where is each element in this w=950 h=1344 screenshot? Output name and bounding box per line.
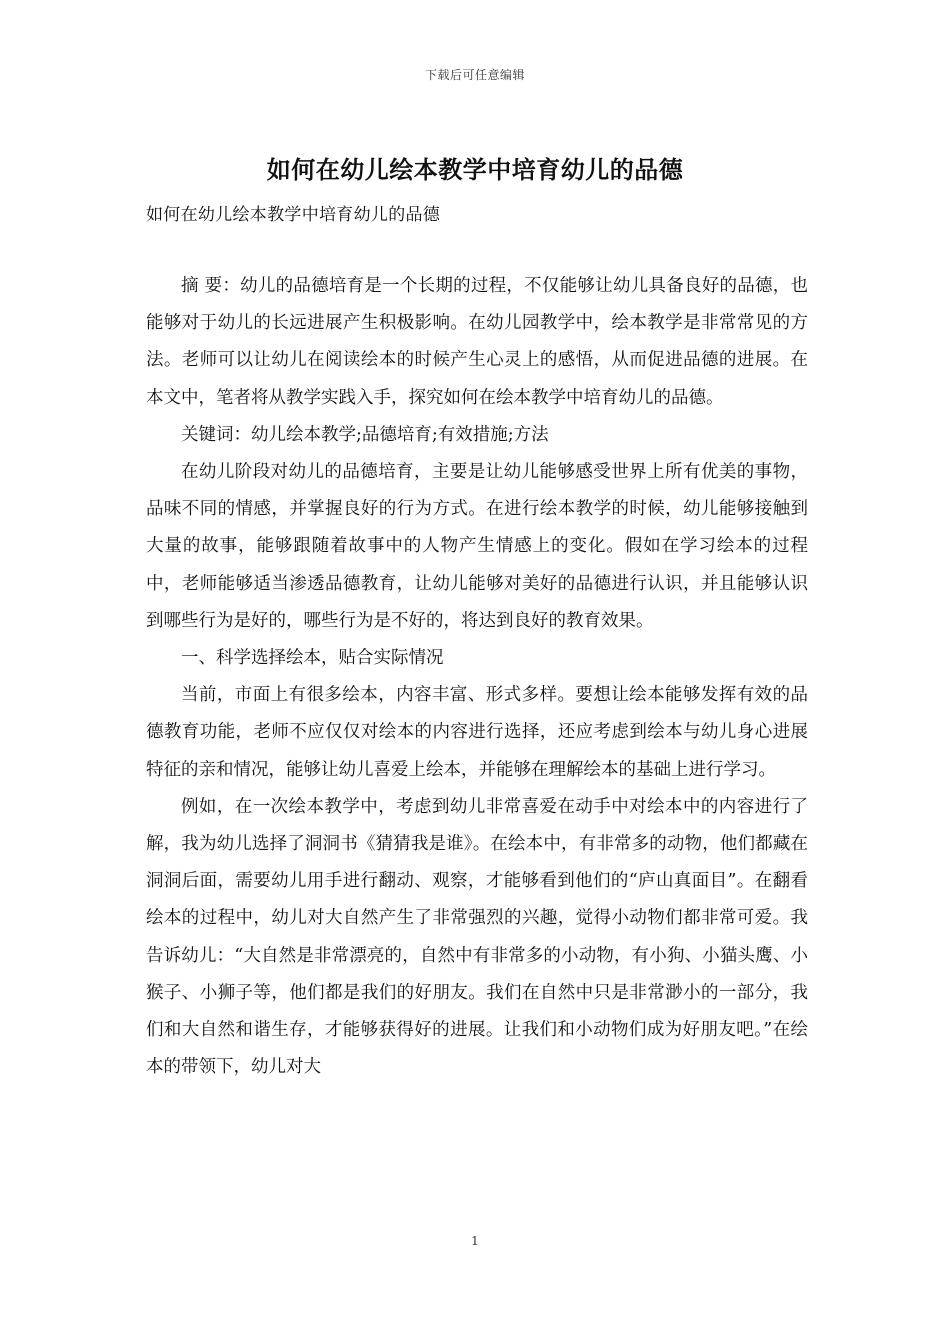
- keywords-paragraph: 关键词：幼儿绘本教学;品德培育;有效措施;方法: [181, 424, 549, 445]
- section-heading: 一、科学选择绘本，贴合实际情况: [181, 648, 444, 669]
- document-body: [146, 268, 808, 1086]
- header-note: 下载后可任意编辑: [424, 68, 525, 82]
- body-paragraph: 例如，在一次绘本教学中，考虑到幼儿非常喜爱在动手中对绘本中的内容进行了解，我为幼儿选择了洞洞书《猜猜我是谁》。在绘本中，有非常多的动物，他们都藏在洞洞后面，需要幼儿用手进行翻动、观察，才能够看到他们的“庐山真面目”。在翻看绘本的过程中，幼儿对大自然产生了非常强烈的兴趣，觉得小动物们都非常可爱。我告诉幼儿：“大自然是非常漂亮的，自然中有非常多的小动物，有小狗、小猫头鹰、小猴子、小狮子等，他们都是我们的好朋友。我们在自然中只是非常渺小的一部分，我们和大自然和谐生存，才能够获得好的进展。让我们和小动物们成为好朋友吧。”在绘本的带领下，幼儿对大: [146, 796, 808, 1078]
- body-paragraph: 当前，市面上有很多绘本，内容丰富、形式多样。要想让绘本能够发挥有效的品德教育功能，老师不应仅仅对绘本的内容进行选择，还应考虑到绘本与幼儿身心进展特征的亲和情况，能够让幼儿喜爱上绘本，并能够在理解绘本的基础上进行学习。: [146, 685, 808, 780]
- abstract-paragraph: 摘 要：幼儿的品德培育是一个长期的过程，不仅能够让幼儿具备良好的品德，也能够对于幼儿的长远进展产生积极影响。在幼儿园教学中，绘本教学是非常常见的方法。老师可以让幼儿在阅读绘本的时候产生心灵上的感悟，从而促进品德的进展。在本文中，笔者将从教学实践入手，探究如何在绘本教学中培育幼儿的品德。: [146, 276, 808, 408]
- page-number: 1: [471, 1234, 479, 1248]
- document-title: 如何在幼儿绘本教学中培育幼儿的品德: [266, 155, 684, 184]
- body-paragraph: 在幼儿阶段对幼儿的品德培育，主要是让幼儿能够感受世界上所有优美的事物，品味不同的情感，并掌握良好的行为方式。在进行绘本教学的时候，幼儿能够接触到大量的故事，能够跟随着故事中的人物产生情感上的变化。假如在学习绘本的过程中，老师能够适当渗透品德教育，让幼儿能够对美好的品德进行认识，并且能够认识到哪些行为是好的，哪些行为是不好的，将达到良好的教育效果。: [146, 462, 808, 631]
- document-subtitle: 如何在幼儿绘本教学中培育幼儿的品德: [146, 205, 441, 225]
